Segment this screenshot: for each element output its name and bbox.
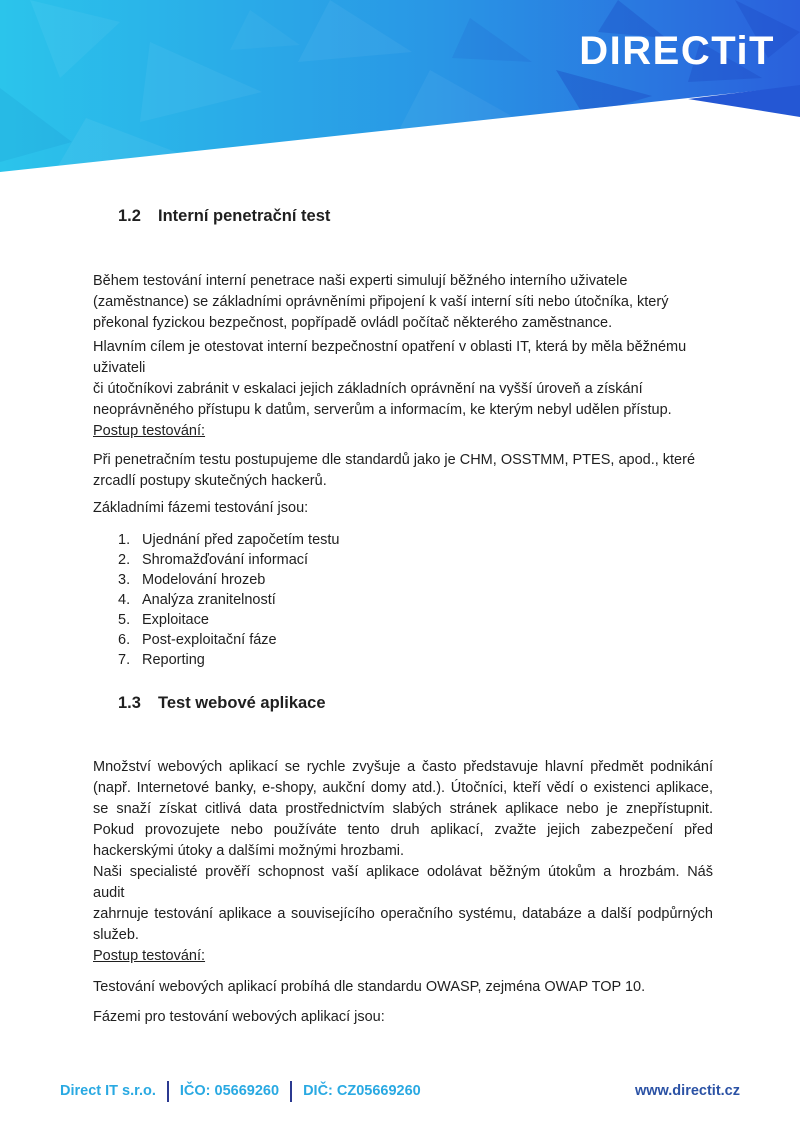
list-item-number: 1. bbox=[118, 532, 131, 548]
phases-intro-1-3: Fázemi pro testování webových aplikací jsou: bbox=[93, 1009, 385, 1025]
list-item-number: 5. bbox=[118, 612, 131, 628]
text-line: překonal fyzickou bezpečnost, popřípadě ovládl počítač některého zaměstnance. bbox=[93, 315, 613, 331]
text-line: (např. Internetové banky, e-shopy, aukční domy atd.). Útočníci, kteří vědí o existenci aplikace, bbox=[93, 780, 713, 796]
text-line: či útočníkovi zabránit v eskalaci jejich základních oprávnění na vyšší úroveň a získání bbox=[93, 381, 643, 397]
text-line: Během testování interní penetrace naši experti simulují běžného interního uživatele bbox=[93, 273, 628, 289]
text-line: Hlavním cílem je otestovat interní bezpečnostní opatření v oblasti IT, která by měla běžnému bbox=[93, 339, 687, 355]
phases-list-1-2 bbox=[118, 530, 713, 670]
text-line: audit bbox=[93, 885, 125, 901]
heading-title: Interní penetrační test bbox=[158, 207, 331, 225]
company-name: Direct IT s.r.o. bbox=[60, 1083, 156, 1099]
list-item-label: Analýza zranitelností bbox=[142, 592, 276, 608]
list-item bbox=[118, 650, 713, 670]
list-item-number: 2. bbox=[118, 552, 131, 568]
text-line: uživateli bbox=[93, 360, 146, 376]
text-line: Množství webových aplikací se rychle zvyšuje a často představuje hlavní předmět podnikání bbox=[93, 759, 713, 775]
text-line: Při penetračním testu postupujeme dle standardů jako je CHM, OSSTMM, PTES, apod., které bbox=[93, 452, 696, 468]
text-line: hackerskými útoky a dalšími možnými hrozbami. bbox=[93, 843, 405, 859]
phases-intro-1-2: Základními fázemi testování jsou: bbox=[93, 500, 309, 516]
text-line: Naši specialisté prověří schopnost vaší aplikace odolávat běžným útokům a hrozbám. Náš bbox=[93, 864, 713, 880]
list-item-label: Modelování hrozeb bbox=[142, 572, 266, 588]
list-item bbox=[118, 550, 713, 570]
list-item-number: 6. bbox=[118, 632, 131, 648]
procedure-label-1-3: Postup testování: bbox=[93, 948, 206, 964]
section-heading-1-3 bbox=[93, 693, 713, 713]
footer bbox=[60, 1078, 740, 1104]
brand-logo: DIRECTiT bbox=[579, 29, 775, 73]
website-link[interactable]: www.directit.cz bbox=[634, 1083, 740, 1099]
header-banner bbox=[0, 0, 800, 180]
list-item bbox=[118, 590, 713, 610]
list-item-label: Reporting bbox=[142, 652, 205, 668]
paragraph-webapp-audit bbox=[93, 862, 713, 946]
list-item-number: 4. bbox=[118, 592, 131, 608]
footer-company-info bbox=[60, 1081, 421, 1102]
list-item bbox=[118, 630, 713, 650]
list-item bbox=[118, 570, 713, 590]
document-content bbox=[93, 180, 713, 1028]
heading-number: 1.2 bbox=[118, 207, 141, 225]
text-line: zrcadlí postupy skutečných hackerů. bbox=[93, 473, 327, 489]
text-line: služeb. bbox=[93, 927, 139, 943]
text-line: neoprávněného přístupu k datům, serverům a informacím, ke kterým nebyl udělen přístup. bbox=[93, 402, 672, 418]
footer-divider bbox=[167, 1081, 169, 1102]
list-item-number: 7. bbox=[118, 652, 131, 668]
list-item bbox=[118, 610, 713, 630]
paragraph-internal-test-goal bbox=[93, 337, 713, 421]
text-line: (zaměstnance) se základními oprávněními připojení k vaší interní síti nebo útočníka, který bbox=[93, 294, 669, 310]
list-item-label: Ujednání před započetím testu bbox=[142, 532, 340, 548]
heading-number: 1.3 bbox=[118, 694, 141, 712]
company-dic: DIČ: CZ05669260 bbox=[303, 1083, 421, 1099]
list-item-label: Shromažďování informací bbox=[142, 552, 309, 568]
list-item-label: Exploitace bbox=[142, 612, 209, 628]
procedure-label-1-2: Postup testování: bbox=[93, 423, 206, 439]
text-line: zahrnuje testování aplikace a souvisejícího operačního systému, databáze a další podpůrných bbox=[93, 906, 713, 922]
footer-divider bbox=[290, 1081, 292, 1102]
heading-title: Test webové aplikace bbox=[158, 694, 326, 712]
header-banner-graphic bbox=[0, 0, 800, 180]
list-item-number: 3. bbox=[118, 572, 131, 588]
paragraph-webapp-standard: Testování webových aplikací probíhá dle standardu OWASP, zejména OWAP TOP 10. bbox=[93, 979, 646, 995]
text-line: Pokud provozujete nebo používáte tento druh aplikací, zvažte jejich zabezpečení před bbox=[93, 822, 713, 838]
paragraph-internal-test-intro bbox=[93, 271, 713, 334]
section-heading-1-2 bbox=[93, 206, 713, 226]
paragraph-webapp-intro bbox=[93, 757, 713, 862]
text-line: se snaží získat citlivá data prostřednictvím slabých stránek aplikace nebo je znepřístupnit. bbox=[93, 801, 713, 817]
company-ico: IČO: 05669260 bbox=[179, 1083, 280, 1099]
list-item bbox=[118, 530, 713, 550]
list-item-label: Post-exploitační fáze bbox=[142, 632, 277, 648]
paragraph-internal-test-procedure bbox=[93, 450, 713, 492]
